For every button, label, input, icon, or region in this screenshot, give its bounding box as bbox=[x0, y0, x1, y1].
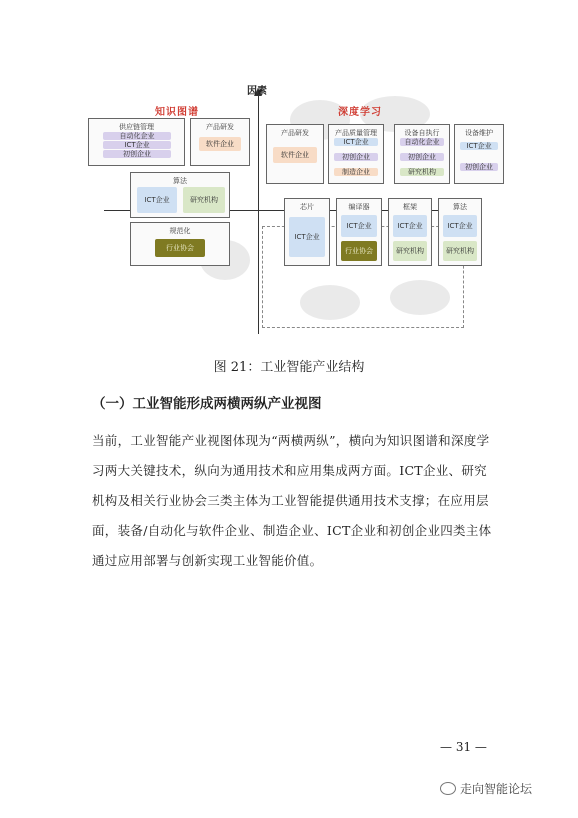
box-title: 算法 bbox=[173, 177, 187, 185]
chip-item: 初创企业 bbox=[400, 153, 444, 161]
box-title: 算法 bbox=[453, 203, 467, 211]
algorithm-box-left bbox=[130, 172, 230, 218]
chip-item: 自动化企业 bbox=[400, 138, 444, 146]
industry-structure-diagram bbox=[0, 0, 578, 345]
chip-item: ICT企业 bbox=[103, 141, 171, 149]
watermark bbox=[440, 780, 532, 797]
framework-box bbox=[388, 198, 432, 266]
box-title: 框架 bbox=[403, 203, 417, 211]
box-title: 设备维护 bbox=[465, 129, 493, 137]
chip-item: 研究机构 bbox=[183, 187, 225, 213]
box-title: 设备自执行 bbox=[404, 129, 440, 137]
axis-label: 因素 bbox=[247, 86, 267, 97]
chip-item: ICT企业 bbox=[393, 215, 427, 237]
chip-item: 行业协会 bbox=[155, 239, 205, 257]
box-title: 编译器 bbox=[348, 203, 370, 211]
box-title: 产品质量管理 bbox=[335, 129, 377, 137]
section-heading: （一）工业智能形成两横两纵产业视图 bbox=[92, 396, 322, 412]
chip-item: 初创企业 bbox=[460, 163, 498, 171]
product-dev-box-left bbox=[190, 118, 250, 166]
standardization-box bbox=[130, 222, 230, 266]
product-dev-box-right bbox=[266, 124, 324, 184]
knowledge-graph-title: 知识图谱 bbox=[155, 107, 199, 118]
chip-item: 初创企业 bbox=[103, 150, 171, 158]
chip-item: ICT企业 bbox=[137, 187, 177, 213]
chip-box bbox=[284, 198, 330, 266]
wechat-icon bbox=[440, 782, 456, 795]
vertical-axis bbox=[258, 94, 259, 334]
chip-item: ICT企业 bbox=[289, 217, 325, 257]
device-maintenance-box bbox=[454, 124, 504, 184]
box-title: 产品研发 bbox=[281, 129, 309, 137]
supply-chain-box bbox=[88, 118, 185, 166]
chip-item: 软件企业 bbox=[273, 147, 317, 163]
page-number: — 31 — bbox=[440, 740, 487, 754]
deep-learning-title: 深度学习 bbox=[338, 107, 382, 118]
chip-item: ICT企业 bbox=[341, 215, 377, 237]
figure-caption: 图 21：工业智能产业结构 bbox=[213, 360, 365, 375]
chip-item: ICT企业 bbox=[460, 142, 498, 150]
algorithm-box-right bbox=[438, 198, 482, 266]
box-title: 产品研发 bbox=[206, 123, 234, 131]
chip-item: ICT企业 bbox=[334, 138, 378, 146]
chip-item: 软件企业 bbox=[199, 137, 241, 151]
chip-item: ICT企业 bbox=[443, 215, 477, 237]
compiler-box bbox=[336, 198, 382, 266]
device-execution-box bbox=[394, 124, 450, 184]
chip-item: 研究机构 bbox=[393, 241, 427, 261]
box-title: 供应链管理 bbox=[119, 123, 154, 131]
chip-item: 自动化企业 bbox=[103, 132, 171, 140]
chip-item: 制造企业 bbox=[334, 168, 378, 176]
box-title: 规范化 bbox=[169, 227, 191, 235]
chip-item: 行业协会 bbox=[341, 241, 377, 261]
box-title: 芯片 bbox=[300, 203, 314, 211]
chip-item: 研究机构 bbox=[443, 241, 477, 261]
chip-item: 初创企业 bbox=[334, 153, 378, 161]
chip-item: 研究机构 bbox=[400, 168, 444, 176]
watermark-text: 走向智能论坛 bbox=[460, 782, 533, 796]
quality-management-box bbox=[328, 124, 384, 184]
body-paragraph: 当前，工业智能产业视图体现为“两横两纵”，横向为知识图谱和深度学习两大关键技术，纵向为通用技术和应用集成两方面。ICT企业、研究机构及相关行业协会三类主体为工业智能提供通用技术支撑；在应用层面，装备/自动化与软件企业、制造企业、ICT企业和初创企业四类主体通过应用部署与创新实现工业智能价值。 bbox=[92, 433, 492, 568]
